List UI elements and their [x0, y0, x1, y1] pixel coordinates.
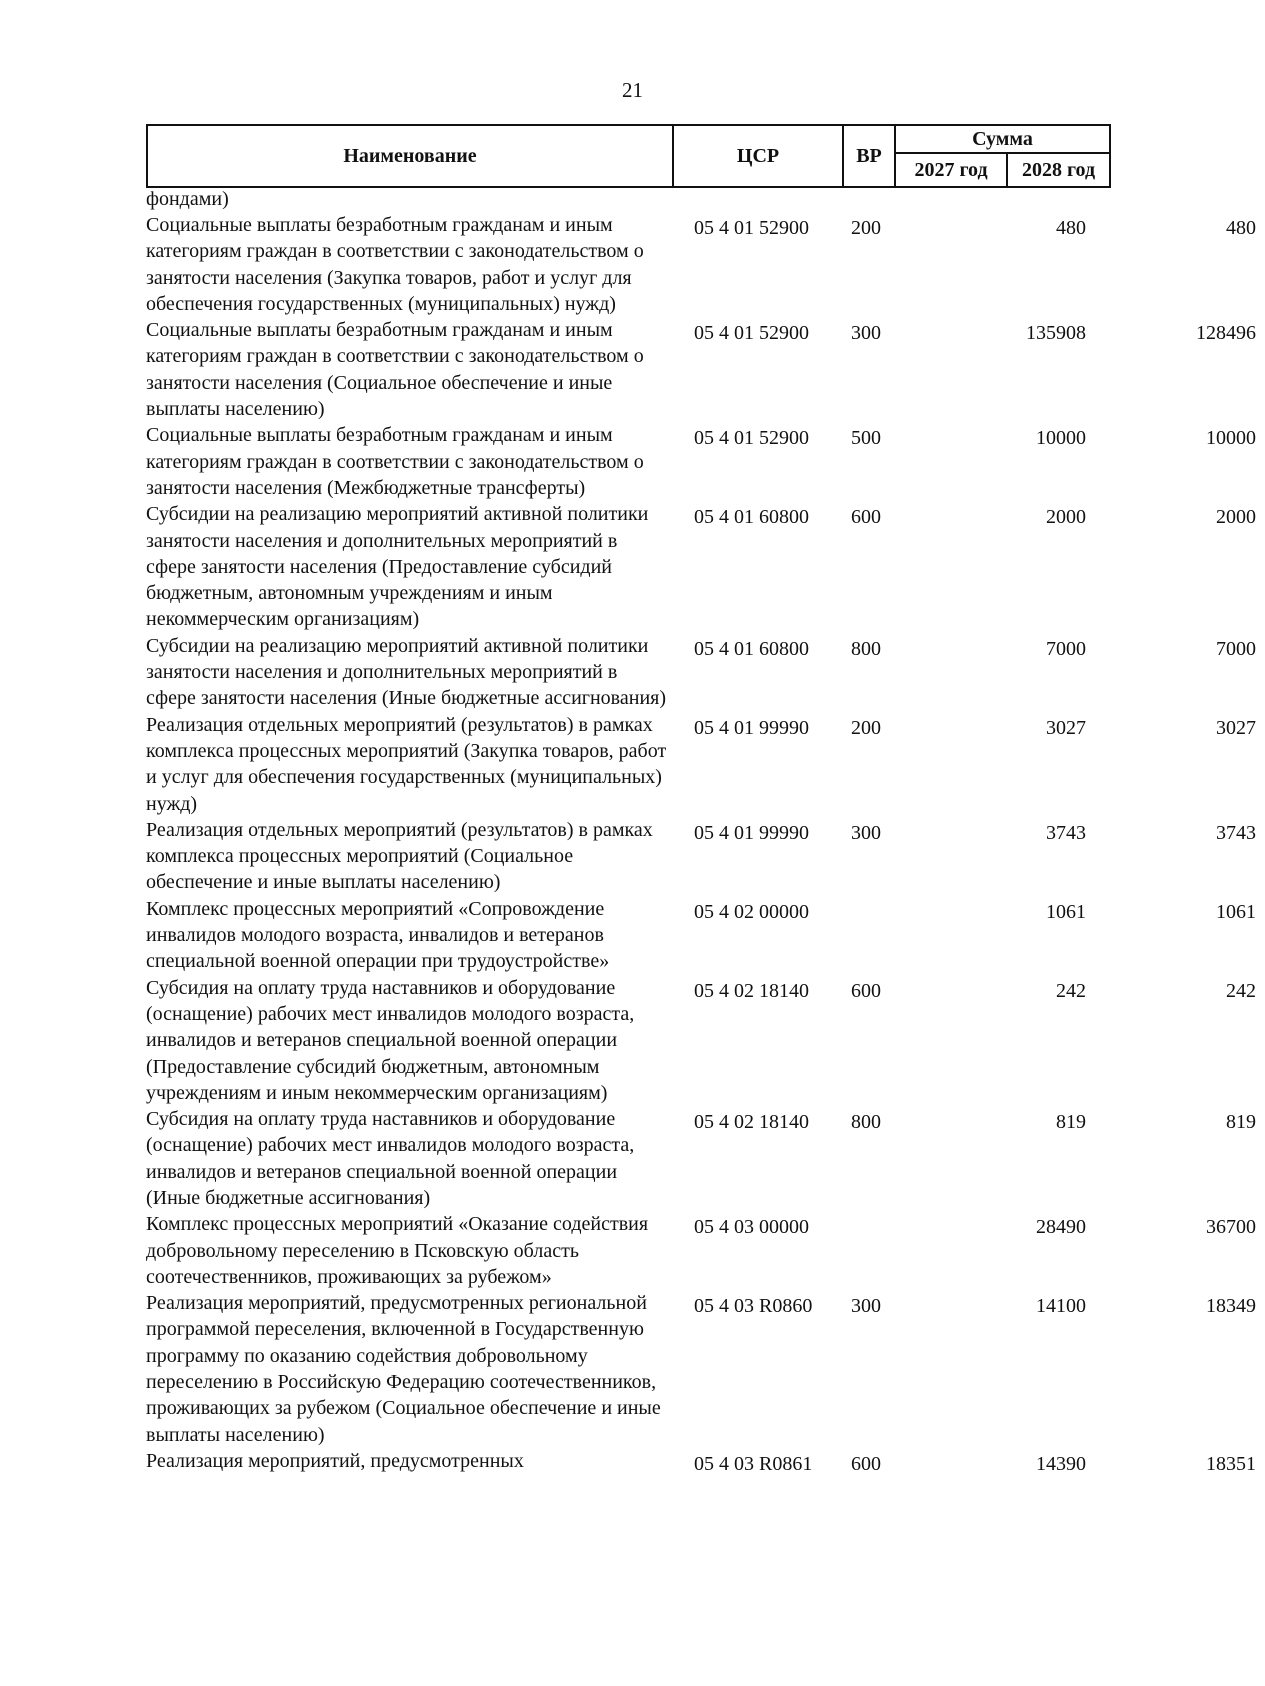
row-name: Реализация мероприятий, предусмотренных	[146, 1449, 524, 1472]
row-sum-2027: 135908	[1026, 322, 1086, 345]
row-vr: 300	[851, 322, 881, 345]
row-name: Субсидии на реализацию мероприятий активной политики занятости населения и дополнительных мероприятий в сфере занятости населения (Иные бюджетные ассигнования)	[146, 634, 666, 710]
header-year-2028: 2028 год	[1021, 158, 1096, 181]
row-sum-2027: 480	[1056, 217, 1086, 239]
page-number: 21	[622, 78, 643, 102]
carried-over-text: фондами)	[146, 188, 229, 210]
row-csr: 05 4 02 00000	[694, 900, 809, 923]
row-name: Социальные выплаты безработным гражданам и иным категориям граждан в соответствии с законодательством о занятости населения (Межбюджетные трансферты)	[146, 424, 644, 499]
row-vr: 500	[851, 427, 881, 450]
table-row	[146, 317, 1256, 422]
table-row	[146, 712, 1256, 817]
row-sum-2027: 1061	[1046, 900, 1086, 923]
row-sum-2027: 2000	[1046, 506, 1086, 529]
header-sum: Сумма	[896, 126, 1109, 154]
row-vr: 800	[851, 637, 881, 660]
table-row	[146, 501, 1256, 632]
table-row	[146, 1106, 1256, 1211]
row-sum-2028: 819	[1226, 1111, 1256, 1134]
row-name: Реализация отдельных мероприятий (результатов) в рамках комплекса процессных мероприятий (Социальное обеспечение и иные выплаты населению)	[146, 818, 653, 894]
row-sum-2028: 1061	[1216, 900, 1256, 923]
row-csr: 05 4 03 R0860	[694, 1295, 813, 1318]
row-csr: 05 4 01 60800	[694, 637, 809, 660]
row-sum-2028: 10000	[1206, 427, 1256, 450]
row-sum-2028: 18351	[1206, 1452, 1256, 1475]
row-csr: 05 4 01 52900	[694, 217, 809, 239]
header-name: Наименование	[148, 126, 674, 186]
row-vr: 200	[851, 716, 881, 739]
header-year-2027: 2027 год	[896, 154, 1008, 186]
row-name: Комплекс процессных мероприятий «Сопровождение инвалидов молодого возраста, инвалидов и ветеранов специальной военной операции при трудоустройстве»	[146, 897, 610, 973]
row-sum-2027: 14390	[1036, 1452, 1086, 1475]
table-row	[146, 817, 1256, 896]
row-sum-2028: 128496	[1196, 322, 1256, 345]
row-csr: 05 4 03 R0861	[694, 1452, 813, 1475]
row-name: Реализация отдельных мероприятий (результатов) в рамках комплекса процессных мероприятий (Закупка товаров, работ и услуг для обеспечения государственных (муниципальных) нужд)	[146, 713, 667, 815]
table-row	[146, 1290, 1256, 1448]
row-sum-2028: 3743	[1216, 821, 1256, 844]
row-csr: 05 4 01 52900	[694, 322, 809, 345]
row-vr: 600	[851, 979, 881, 1002]
row-csr: 05 4 03 00000	[694, 1216, 809, 1239]
row-name: Субсидии на реализацию мероприятий активной политики занятости населения и дополнительных мероприятий в сфере занятости населения (Предоставление субсидий бюджетным, автономным учреждениям и иным некоммерческим организациям)	[146, 503, 649, 631]
row-sum-2027: 242	[1056, 979, 1086, 1002]
row-sum-2028: 36700	[1206, 1216, 1256, 1239]
row-name: Социальные выплаты безработным гражданам и иным категориям граждан в соответствии с законодательством о занятости населения (Социальное обеспечение и иные выплаты населению)	[146, 319, 644, 421]
row-csr: 05 4 01 99990	[694, 821, 809, 844]
row-sum-2027: 819	[1056, 1111, 1086, 1134]
table-row	[146, 422, 1256, 501]
row-name: Субсидия на оплату труда наставников и оборудование (оснащение) рабочих мест инвалидов молодого возраста, инвалидов и ветеранов специальной военной операции (Предоставление субсидий бюджетным, автономным учреждениям и иным некоммерческим организациям)	[146, 976, 635, 1104]
row-sum-2027: 14100	[1036, 1295, 1086, 1318]
row-csr: 05 4 02 18140	[694, 1111, 809, 1134]
row-sum-2027: 3027	[1046, 716, 1086, 739]
row-vr: 200	[851, 217, 881, 239]
table-row	[146, 975, 1256, 1106]
row-sum-2028: 2000	[1216, 506, 1256, 529]
table-row	[146, 1211, 1256, 1290]
row-sum-2028: 242	[1226, 979, 1256, 1002]
row-sum-2028: 18349	[1206, 1295, 1256, 1318]
row-sum-2028: 3027	[1216, 716, 1256, 739]
row-csr: 05 4 02 18140	[694, 979, 809, 1002]
table-row	[146, 633, 1256, 712]
row-sum-2027: 7000	[1046, 637, 1086, 660]
row-name: Комплекс процессных мероприятий «Оказание содействия добровольному переселению в Псковскую область соотечественников, проживающих за рубежом»	[146, 1213, 649, 1288]
row-vr: 300	[851, 821, 881, 844]
table-row	[146, 212, 1256, 317]
table-header	[146, 124, 1111, 188]
table-row	[146, 1448, 1256, 1475]
row-vr: 300	[851, 1295, 881, 1318]
row-vr: 600	[851, 1452, 881, 1475]
row-vr: 800	[851, 1111, 881, 1134]
row-name: Реализация мероприятий, предусмотренных региональной программой переселения, включенной в Государственную программу по оказанию содействия добровольному переселению в Российскую Федерацию соотечественников, проживающих за рубежом (Социальное обеспечение и иные выплаты населению)	[146, 1292, 661, 1446]
table-body	[146, 186, 1256, 1475]
row-name: Субсидия на оплату труда наставников и оборудование (оснащение) рабочих мест инвалидов молодого возраста, инвалидов и ветеранов специальной военной операции (Иные бюджетные ассигнования)	[146, 1108, 635, 1209]
row-sum-2027: 3743	[1046, 821, 1086, 844]
row-sum-2027: 10000	[1036, 427, 1086, 450]
table-row	[146, 896, 1256, 975]
row-vr: 600	[851, 506, 881, 529]
header-vr: ВР	[844, 126, 896, 186]
row-csr: 05 4 01 52900	[694, 427, 809, 450]
row-csr: 05 4 01 99990	[694, 716, 809, 739]
row-csr: 05 4 01 60800	[694, 506, 809, 529]
row-name: Социальные выплаты безработным гражданам и иным категориям граждан в соответствии с законодательством о занятости населения (Закупка товаров, работ и услуг для обеспечения государственных (муниципальных) нужд)	[146, 214, 644, 315]
row-sum-2027: 28490	[1036, 1216, 1086, 1239]
row-sum-2028: 7000	[1216, 637, 1256, 660]
row-sum-2028: 480	[1226, 217, 1256, 239]
header-csr: ЦСР	[674, 126, 844, 186]
